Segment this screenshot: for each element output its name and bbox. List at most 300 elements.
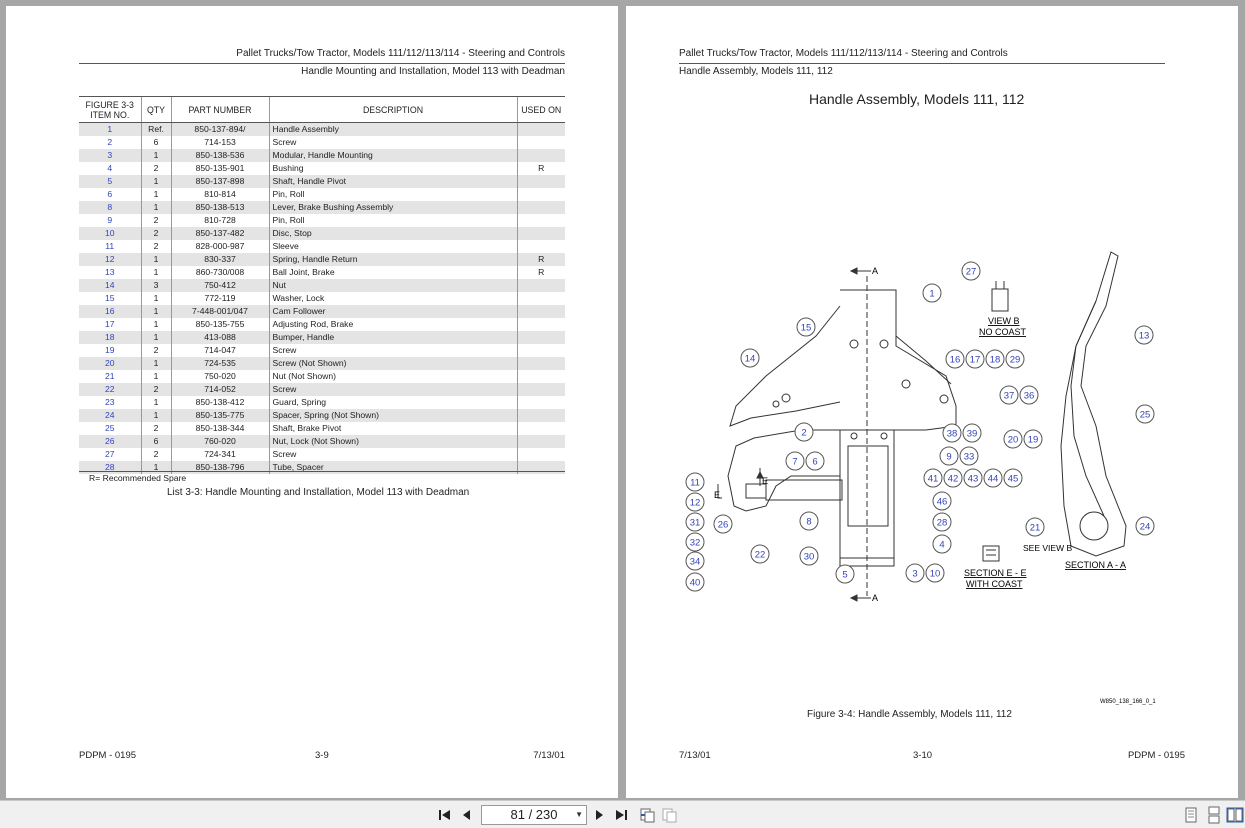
section-ee-detail <box>983 546 999 561</box>
cell-item: 24 <box>79 409 141 422</box>
cell-part-number: 850-138-796 <box>171 461 269 474</box>
svg-text:11: 11 <box>690 477 700 489</box>
cell-used-on <box>517 422 565 435</box>
svg-text:3: 3 <box>912 568 918 580</box>
cell-used-on <box>517 279 565 292</box>
figure-title: Handle Assembly, Models 111, 112 <box>809 91 1025 107</box>
cell-part-number: 724-535 <box>171 357 269 370</box>
cell-description: Modular, Handle Mounting <box>269 149 517 162</box>
svg-text:5: 5 <box>842 569 848 581</box>
cell-description: Sleeve <box>269 240 517 253</box>
cell-part-number: 760-020 <box>171 435 269 448</box>
svg-text:46: 46 <box>936 496 948 508</box>
svg-text:43: 43 <box>967 473 979 485</box>
left-header-rule <box>79 63 565 64</box>
drawing-id: W850_138_166_0_1 <box>1100 699 1156 705</box>
callout-43 <box>964 469 982 487</box>
table-row <box>79 162 565 175</box>
svg-text:12: 12 <box>689 497 701 509</box>
callout-1 <box>923 284 941 302</box>
table-row <box>79 253 565 266</box>
svg-text:7: 7 <box>792 456 798 468</box>
svg-text:40: 40 <box>689 577 701 589</box>
callout-37 <box>1000 386 1018 404</box>
handle-body-outline <box>728 290 956 566</box>
cell-used-on <box>517 292 565 305</box>
callout-15 <box>797 318 815 336</box>
cell-qty: 1 <box>141 396 171 409</box>
cell-used-on <box>517 344 565 357</box>
svg-text:41: 41 <box>927 473 939 485</box>
svg-text:1: 1 <box>929 288 935 300</box>
svg-text:38: 38 <box>946 428 958 440</box>
callout-38 <box>943 424 961 442</box>
callout-31 <box>686 513 704 531</box>
next-page-icon[interactable] <box>590 806 608 824</box>
left-footer-doc: PDPM - 0195 <box>79 750 137 761</box>
cell-qty: 3 <box>141 279 171 292</box>
cell-description: Lever, Brake Bushing Assembly <box>269 201 517 214</box>
table-row <box>79 175 565 188</box>
cell-part-number: 772-119 <box>171 292 269 305</box>
cell-used-on <box>517 240 565 253</box>
cell-used-on: R <box>517 253 565 266</box>
cell-used-on <box>517 123 565 137</box>
cell-item: 26 <box>79 435 141 448</box>
cell-qty: 2 <box>141 162 171 175</box>
svg-text:15: 15 <box>800 322 812 334</box>
section-e-right-mark: E <box>762 476 769 486</box>
callout-5 <box>836 565 854 583</box>
cell-item: 16 <box>79 305 141 318</box>
svg-text:24: 24 <box>1139 521 1151 533</box>
table-row <box>79 188 565 201</box>
cell-part-number: 810-728 <box>171 214 269 227</box>
col-qty-header: QTY <box>141 97 171 123</box>
cell-item: 2 <box>107 137 113 147</box>
svg-text:14: 14 <box>744 353 756 365</box>
cell-description: Washer, Lock <box>269 292 517 305</box>
table-row <box>79 279 565 292</box>
cell-used-on <box>517 227 565 240</box>
callout-36 <box>1020 386 1038 404</box>
callout-6 <box>806 452 824 470</box>
callout-7 <box>786 452 804 470</box>
cell-qty: 2 <box>141 240 171 253</box>
callout-9 <box>940 447 958 465</box>
cell-used-on: R <box>517 266 565 279</box>
svg-text:39: 39 <box>966 428 978 440</box>
view-b-detail <box>992 289 1008 311</box>
section-aa-label: SECTION A - A <box>1065 560 1127 570</box>
svg-text:45: 45 <box>1007 473 1019 485</box>
callout-16 <box>946 350 964 368</box>
cell-qty: 1 <box>141 201 171 214</box>
cell-part-number: 850-138-513 <box>171 201 269 214</box>
cell-qty: 1 <box>141 461 171 474</box>
right-footer-doc: PDPM - 0195 <box>1127 750 1185 761</box>
col-item-header: FIGURE 3-3 ITEM NO. <box>79 97 141 123</box>
right-page <box>626 6 1238 798</box>
table-row <box>79 149 565 162</box>
callout-24 <box>1136 517 1154 535</box>
callout-46 <box>933 492 951 510</box>
cell-used-on <box>517 201 565 214</box>
cell-item: 20 <box>79 357 141 370</box>
table-row <box>79 201 565 214</box>
cell-description: Nut (Not Shown) <box>269 370 517 383</box>
section-a-top-mark: A <box>872 266 879 276</box>
cell-part-number: 750-020 <box>171 370 269 383</box>
cell-description: Spacer, Spring (Not Shown) <box>269 409 517 422</box>
cell-description: Spring, Handle Return <box>269 253 517 266</box>
cell-part-number: 828-000-987 <box>171 240 269 253</box>
section-ee-label: SECTION E - E <box>964 568 1027 578</box>
table-row <box>79 227 565 240</box>
viewer-toolbar <box>0 800 1245 828</box>
callout-11 <box>686 473 704 491</box>
cell-part-number: 714-153 <box>171 136 269 149</box>
callout-41 <box>924 469 942 487</box>
table-row <box>79 331 565 344</box>
callout-33 <box>960 447 978 465</box>
cell-qty: 1 <box>141 357 171 370</box>
last-page-icon[interactable] <box>612 806 630 824</box>
svg-text:32: 32 <box>689 537 701 549</box>
single-page-icon[interactable] <box>1182 806 1200 824</box>
table-row <box>79 370 565 383</box>
handle-assembly-diagram <box>626 6 1238 706</box>
cell-qty: 1 <box>141 266 171 279</box>
handle-side-profile <box>1061 252 1126 556</box>
cell-description: Guard, Spring <box>269 396 517 409</box>
cell-description: Shaft, Handle Pivot <box>269 175 517 188</box>
table-row <box>79 136 565 149</box>
cell-item: 19 <box>104 345 115 355</box>
cell-used-on <box>517 331 565 344</box>
callout-39 <box>963 424 981 442</box>
callout-34 <box>686 552 704 570</box>
cell-item: 8 <box>79 201 141 214</box>
cell-qty: 6 <box>141 435 171 448</box>
section-a-bottom-mark: A <box>872 593 879 603</box>
table-row <box>79 305 565 318</box>
parts-list-table <box>79 96 565 474</box>
table-row <box>79 344 565 357</box>
with-coast-label: WITH COAST <box>966 579 1023 589</box>
page-indicator-text: 81 / 230 <box>510 807 558 822</box>
col-part-header: PART NUMBER <box>171 97 269 123</box>
cell-qty: 1 <box>141 409 171 422</box>
svg-text:19: 19 <box>1027 434 1039 446</box>
table-row <box>79 409 565 422</box>
cell-used-on <box>517 383 565 396</box>
footnote: R= Recommended Spare <box>79 471 565 483</box>
cell-item: 21 <box>104 371 115 381</box>
cell-qty: 1 <box>141 318 171 331</box>
table-row <box>79 448 565 461</box>
right-header-title: Pallet Trucks/Tow Tractor, Models 111/112/113/114 - Steering and Controls <box>679 48 1008 59</box>
svg-text:30: 30 <box>803 551 815 563</box>
svg-text:22: 22 <box>754 549 766 561</box>
left-footer-date: 7/13/01 <box>533 750 565 761</box>
callout-45 <box>1004 469 1022 487</box>
cell-description: Pin, Roll <box>269 188 517 201</box>
table-row <box>79 435 565 448</box>
svg-text:8: 8 <box>806 516 812 528</box>
callout-29 <box>1006 350 1024 368</box>
cell-part-number: 850-137-482 <box>171 227 269 240</box>
cell-used-on <box>517 188 565 201</box>
cell-part-number: 850-138-536 <box>171 149 269 162</box>
callout-44 <box>984 469 1002 487</box>
cell-qty: 1 <box>141 370 171 383</box>
cell-item: 25 <box>104 423 115 433</box>
cell-part-number: 714-052 <box>171 383 269 396</box>
table-row <box>79 357 565 370</box>
cell-qty: 2 <box>141 383 171 396</box>
callout-14 <box>741 349 759 367</box>
cell-used-on <box>517 305 565 318</box>
cell-item: 22 <box>79 383 141 396</box>
cell-item: 10 <box>79 227 141 240</box>
section-e-left-mark: E <box>714 490 721 500</box>
cell-part-number: 724-341 <box>171 448 269 461</box>
col-used-header: USED ON <box>517 97 565 123</box>
col-desc-header: DESCRIPTION <box>269 97 517 123</box>
cell-used-on <box>517 175 565 188</box>
chevron-down-icon[interactable]: ▼ <box>575 810 583 819</box>
parts-list-body <box>79 123 565 475</box>
facing-pages-icon[interactable] <box>1226 806 1244 824</box>
cell-part-number: 850-137-894/ <box>171 123 269 137</box>
cell-part-number: 850-138-412 <box>171 396 269 409</box>
cell-description: Cam Follower <box>269 305 517 318</box>
prev-page-icon[interactable] <box>458 806 476 824</box>
cell-part-number: 750-412 <box>171 279 269 292</box>
cell-description: Pin, Roll <box>269 214 517 227</box>
svg-text:28: 28 <box>936 517 948 529</box>
cell-item: 15 <box>104 293 115 303</box>
cell-qty: 2 <box>141 448 171 461</box>
cell-qty: 1 <box>141 149 171 162</box>
cell-description: Nut, Lock (Not Shown) <box>269 435 517 448</box>
callout-2 <box>795 423 813 441</box>
table-row <box>79 214 565 227</box>
cell-item: 13 <box>104 267 115 277</box>
callout-42 <box>944 469 962 487</box>
right-footer-page: 3-10 <box>913 750 933 761</box>
cell-description: Handle Assembly <box>269 123 517 137</box>
callout-12 <box>686 493 704 511</box>
cell-description: Screw <box>269 344 517 357</box>
table-row <box>79 383 565 396</box>
callout-22 <box>751 545 769 563</box>
svg-text:25: 25 <box>1139 409 1151 421</box>
table-row <box>79 292 565 305</box>
svg-text:31: 31 <box>689 517 701 529</box>
cell-qty: 1 <box>141 175 171 188</box>
callout-8 <box>800 512 818 530</box>
left-header-subtitle: Handle Mounting and Installation, Model 113 with Deadman <box>301 66 565 77</box>
cell-description: Shaft, Brake Pivot <box>269 422 517 435</box>
cell-part-number: 860-730/008 <box>171 266 269 279</box>
cell-part-number: 714-047 <box>171 344 269 357</box>
cell-used-on <box>517 370 565 383</box>
table-row <box>79 318 565 331</box>
callout-26 <box>714 515 732 533</box>
cell-qty: 2 <box>141 422 171 435</box>
cell-item: 11 <box>105 241 115 251</box>
cell-description: Tube, Spacer <box>269 461 517 474</box>
right-footer-date: 7/13/01 <box>679 750 711 761</box>
callout-13 <box>1135 326 1153 344</box>
svg-text:2: 2 <box>801 427 807 439</box>
svg-text:33: 33 <box>963 451 975 463</box>
cell-part-number: 7-448-001/047 <box>171 305 269 318</box>
callout-19 <box>1024 430 1042 448</box>
cell-qty: Ref. <box>141 123 171 137</box>
table-row <box>79 396 565 409</box>
callout-3 <box>906 564 924 582</box>
figure-caption: Figure 3-4: Handle Assembly, Models 111, 112 <box>807 709 1012 720</box>
callout-20 <box>1004 430 1022 448</box>
cell-item: 17 <box>104 319 115 329</box>
see-view-b-label: SEE VIEW B <box>1023 543 1073 553</box>
cell-description: Adjusting Rod, Brake <box>269 318 517 331</box>
cell-item: 6 <box>107 189 113 199</box>
svg-text:13: 13 <box>1138 330 1150 342</box>
cell-used-on <box>517 396 565 409</box>
list-caption: List 3-3: Handle Mounting and Installation, Model 113 with Deadman <box>167 487 470 498</box>
cell-qty: 2 <box>141 214 171 227</box>
svg-text:18: 18 <box>989 354 1001 366</box>
no-coast-label: NO COAST <box>979 327 1027 337</box>
svg-text:20: 20 <box>1007 434 1019 446</box>
cell-item: 23 <box>104 397 115 407</box>
forward-view-icon[interactable] <box>660 806 678 824</box>
cell-part-number: 850-135-755 <box>171 318 269 331</box>
cell-description: Bumper, Handle <box>269 331 517 344</box>
svg-text:37: 37 <box>1003 390 1015 402</box>
cell-item: 9 <box>107 215 113 225</box>
callout-21 <box>1026 518 1044 536</box>
page-number-input[interactable] <box>481 805 587 825</box>
callout-17 <box>966 350 984 368</box>
svg-text:9: 9 <box>946 451 952 463</box>
cell-qty: 2 <box>141 227 171 240</box>
cell-item: 28 <box>79 461 141 474</box>
cell-part-number: 850-137-898 <box>171 175 269 188</box>
cell-part-number: 850-135-775 <box>171 409 269 422</box>
callout-group <box>686 262 1154 591</box>
svg-text:44: 44 <box>987 473 999 485</box>
cell-qty: 1 <box>141 331 171 344</box>
cell-qty: 1 <box>141 253 171 266</box>
cell-used-on <box>517 136 565 149</box>
cell-used-on <box>517 149 565 162</box>
svg-text:42: 42 <box>947 473 959 485</box>
left-header-title: Pallet Trucks/Tow Tractor, Models 111/112/113/114 - Steering and Controls <box>236 48 565 59</box>
cell-part-number: 830-337 <box>171 253 269 266</box>
cell-description: Disc, Stop <box>269 227 517 240</box>
callout-32 <box>686 533 704 551</box>
svg-text:6: 6 <box>812 456 818 468</box>
cell-description: Screw <box>269 136 517 149</box>
cell-item: 14 <box>79 279 141 292</box>
cell-used-on <box>517 214 565 227</box>
svg-text:16: 16 <box>949 354 961 366</box>
cell-used-on: R <box>517 162 565 175</box>
right-header-subtitle: Handle Assembly, Models 111, 112 <box>679 66 833 77</box>
cell-item: 1 <box>79 123 141 137</box>
svg-text:17: 17 <box>969 354 981 366</box>
view-b-label: VIEW B <box>988 316 1020 326</box>
cell-item: 5 <box>79 175 141 188</box>
table-row <box>79 422 565 435</box>
callout-30 <box>800 547 818 565</box>
cell-qty: 1 <box>141 188 171 201</box>
callout-18 <box>986 350 1004 368</box>
cell-used-on <box>517 435 565 448</box>
cell-description: Screw <box>269 383 517 396</box>
callout-4 <box>933 535 951 553</box>
first-page-icon[interactable] <box>436 806 454 824</box>
cell-part-number: 850-135-901 <box>171 162 269 175</box>
cell-description: Bushing <box>269 162 517 175</box>
callout-10 <box>926 564 944 582</box>
cell-part-number: 810-814 <box>171 188 269 201</box>
continuous-icon[interactable] <box>1205 806 1223 824</box>
cell-description: Screw (Not Shown) <box>269 357 517 370</box>
cell-item: 3 <box>79 149 141 162</box>
cell-qty: 6 <box>141 136 171 149</box>
left-page <box>6 6 618 798</box>
callout-28 <box>933 513 951 531</box>
cell-part-number: 413-088 <box>171 331 269 344</box>
cell-item: 12 <box>79 253 141 266</box>
cell-qty: 1 <box>141 305 171 318</box>
cell-item: 27 <box>104 449 115 459</box>
cell-description: Screw <box>269 448 517 461</box>
svg-text:29: 29 <box>1009 354 1021 366</box>
svg-text:26: 26 <box>717 519 729 531</box>
svg-text:21: 21 <box>1029 522 1041 534</box>
svg-text:36: 36 <box>1023 390 1035 402</box>
cell-description: Nut <box>269 279 517 292</box>
cell-item: 18 <box>79 331 141 344</box>
cell-item: 4 <box>107 163 113 173</box>
callout-40 <box>686 573 704 591</box>
table-row <box>79 240 565 253</box>
cell-used-on <box>517 357 565 370</box>
table-row <box>79 123 565 137</box>
cell-description: Ball Joint, Brake <box>269 266 517 279</box>
table-row <box>79 266 565 279</box>
svg-text:27: 27 <box>965 266 977 278</box>
svg-text:10: 10 <box>929 568 941 580</box>
cell-part-number: 850-138-344 <box>171 422 269 435</box>
callout-27 <box>962 262 980 280</box>
cell-used-on <box>517 409 565 422</box>
cell-qty: 1 <box>141 292 171 305</box>
svg-text:34: 34 <box>689 556 701 568</box>
cell-used-on <box>517 318 565 331</box>
svg-text:4: 4 <box>939 539 945 551</box>
cell-qty: 2 <box>141 344 171 357</box>
back-view-icon[interactable] <box>638 806 656 824</box>
cell-used-on <box>517 448 565 461</box>
